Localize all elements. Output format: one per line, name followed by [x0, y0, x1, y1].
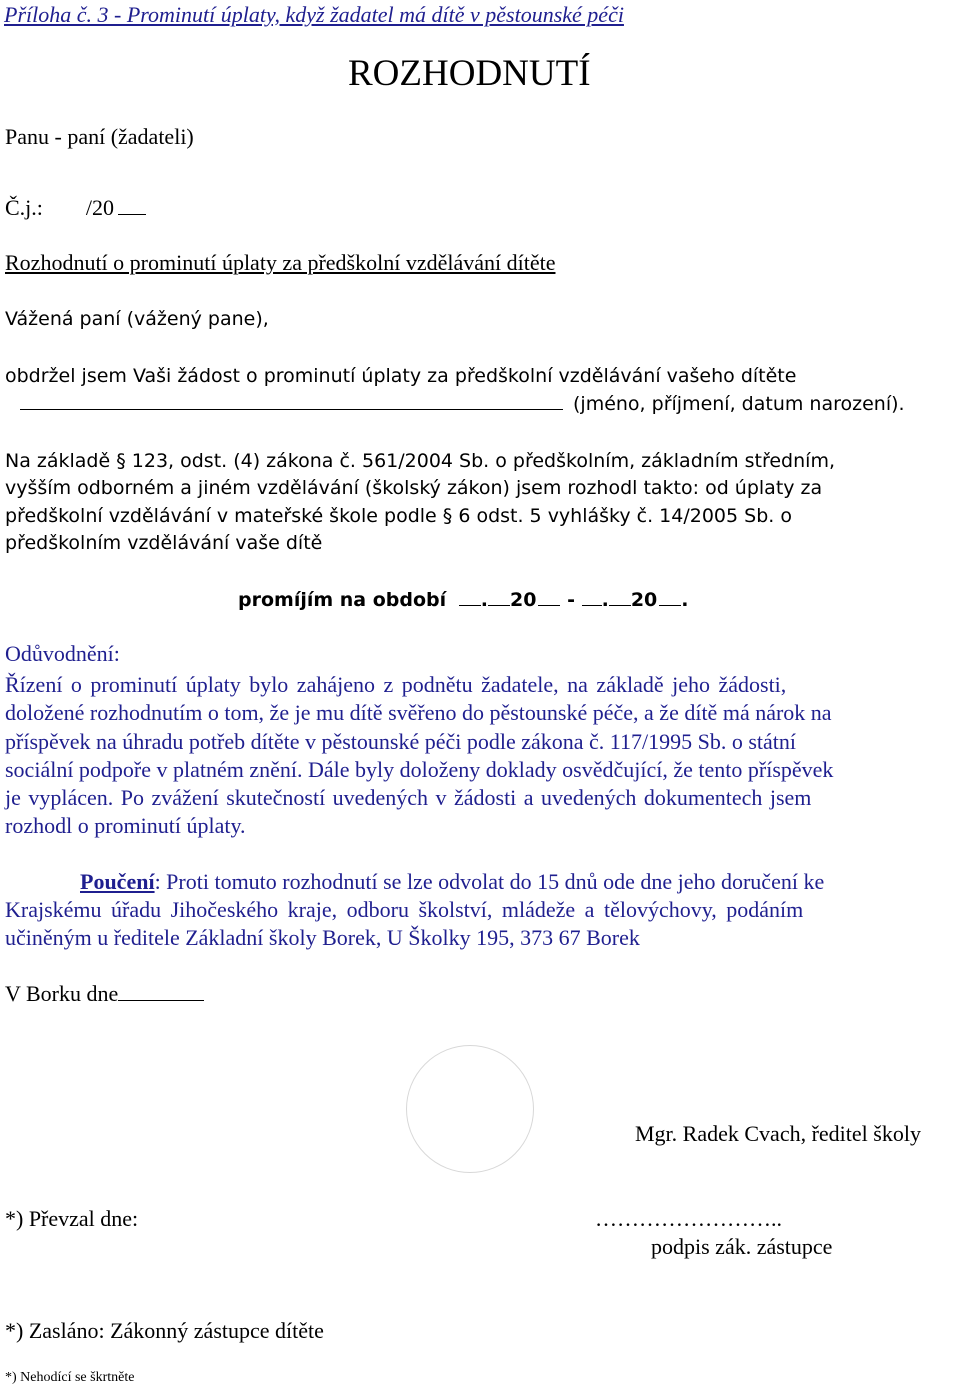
decision-year-2: 20 [630, 589, 658, 611]
reasoning-line-6: rozhodl o prominutí úplaty. [5, 813, 246, 838]
reasoning-line-2: doložené rozhodnutím o tom, že je mu dítě svěřeno do pěstounské péče, a že dítě má nárok na [5, 700, 832, 725]
decision-prefix: promíjím na období [238, 589, 447, 611]
decision-dash: - [567, 589, 575, 611]
footnote: *) Nehodící se škrtněte [5, 1370, 135, 1385]
place-date-label: V Borku dne [5, 981, 119, 1006]
guardian-signature-label: podpis zák. zástupce [651, 1234, 833, 1259]
transfer-dots: …………………….. [595, 1206, 782, 1231]
salutation: Vážená paní (vážený pane), [5, 308, 269, 330]
instruction-line-2: Krajskému úřadu Jihočeského kraje, odboru školství, mládeže a tělovýchovy, podáním [5, 897, 804, 922]
instruction-line-3: učiněným u ředitele Základní školy Borek, U Školky 195, 373 67 Borek [5, 925, 640, 950]
request-line-1: obdržel jsem Vaši žádost o prominutí úplaty za předškolní vzdělávání vašeho dítěte [5, 365, 797, 387]
stamp-placeholder [406, 1045, 534, 1173]
reasoning-line-5: je vyplácen. Po zvážení skutečností uvedených v žádosti a uvedených dokumentech jsem [5, 785, 812, 810]
basis-line-4: předškolním vzdělávání vaše dítě [5, 532, 323, 554]
decision-dot-2: . [601, 589, 609, 611]
decision-year-1: 20 [510, 589, 537, 611]
instruction-line-1 [80, 869, 824, 895]
reference-number [5, 195, 146, 221]
month2-blank [609, 604, 631, 606]
yy2-blank [659, 604, 681, 606]
child-name-hint: (jméno, příjmení, datum narození). [573, 393, 905, 415]
child-name-blank [20, 408, 563, 410]
reasoning-line-1: Řízení o prominutí úplaty bylo zahájeno z podnětu žadatele, na základě jeho žádosti, [5, 672, 787, 697]
reference-label: Č.j.: [5, 195, 43, 220]
signatory: Mgr. Radek Cvach, ředitel školy [635, 1121, 921, 1146]
day1-blank [459, 604, 481, 606]
decision-line [238, 589, 688, 611]
basis-line-3: předškolní vzdělávání v mateřské škole podle § 6 odst. 5 vyhlášky č. 14/2005 Sb. o [5, 505, 792, 527]
document-title: ROZHODNUTÍ [348, 53, 591, 94]
reference-value: /20 [85, 195, 115, 220]
subject-line: Rozhodnutí o prominutí úplaty za předškolní vzdělávání dítěte [5, 250, 556, 275]
date-blank [118, 999, 204, 1001]
request-line-2 [20, 393, 905, 415]
sent-line: *) Zasláno: Zákonný zástupce dítěte [5, 1318, 324, 1343]
header-title: Příloha č. 3 - Prominutí úplaty, když žadatel má dítě v pěstounské péči [4, 2, 624, 27]
decision-end: . [681, 589, 689, 611]
reasoning-heading: Odůvodnění: [5, 641, 120, 666]
basis-line-2: vyšším odborném a jiném vzdělávání (školský zákon) jsem rozhodl takto: od úplaty za [5, 477, 823, 499]
transfer-label: *) Převzal dne: [5, 1206, 139, 1231]
month1-blank [488, 604, 510, 606]
decision-dot-1: . [480, 589, 488, 611]
instruction-label: Poučení [80, 869, 155, 894]
reasoning-line-4: sociální podpoře v platném znění. Dále byly doloženy doklady osvědčující, že tento příspěvek [5, 757, 834, 782]
reasoning-line-3: příspěvek na úhradu potřeb dítěte v pěstounské péči podle zákona č. 117/1995 Sb. o státní [5, 729, 796, 754]
yy1-blank [538, 604, 560, 606]
place-date [5, 981, 204, 1007]
day2-blank [582, 604, 602, 606]
addressee: Panu - paní (žadateli) [5, 124, 194, 149]
instruction-text-1: : Proti tomuto rozhodnutí se lze odvolat do 15 dnů ode dne jeho doručení ke [154, 869, 825, 894]
reference-blank [118, 213, 146, 215]
basis-line-1: Na základě § 123, odst. (4) zákona č. 561/2004 Sb. o předškolním, základním středním, [5, 450, 835, 472]
